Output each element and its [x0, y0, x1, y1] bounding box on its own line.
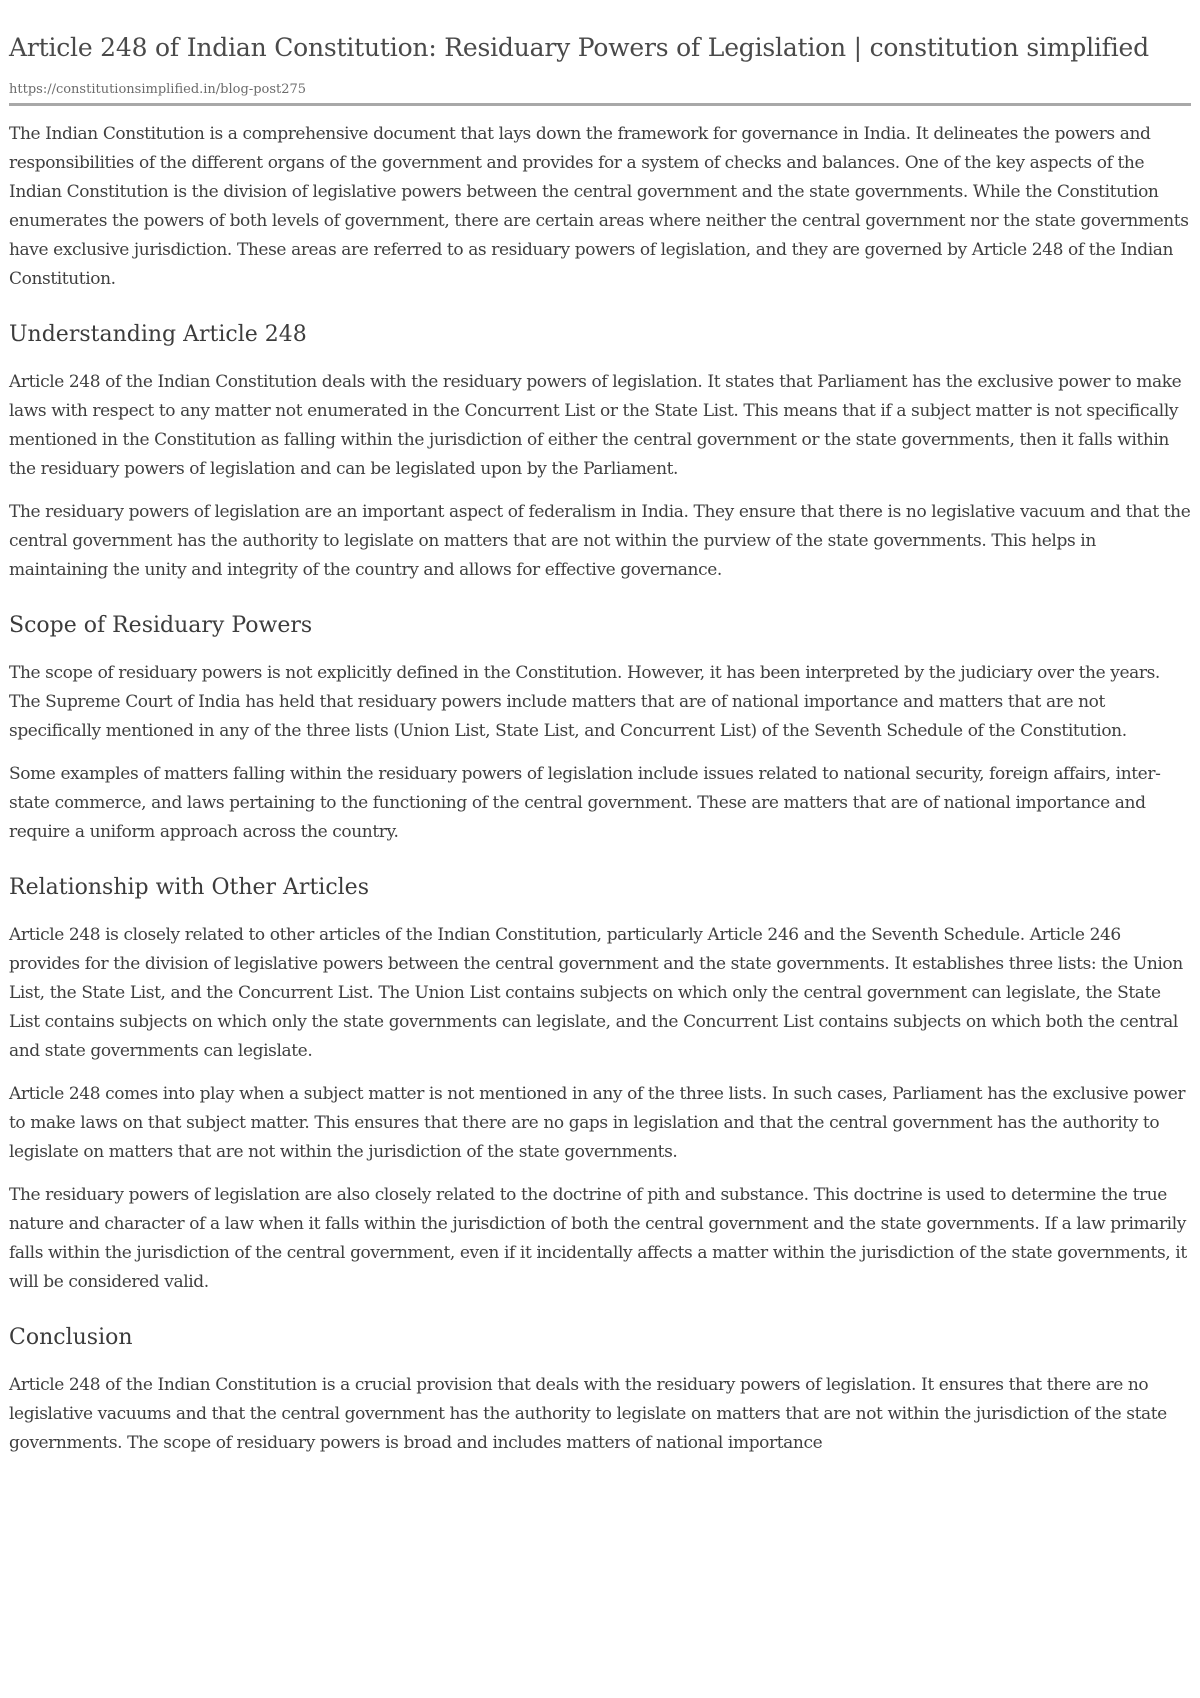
paragraph: Article 248 of the Indian Constitution is a crucial provision that deals with the residuary powers of legislation. It ensures that there are no legislative vacuums and that the central government has the authority to legislate on matters that are not within the jurisdiction of the state governments. The scope of residuary powers is broad and includes matters of national importance — [9, 1375, 1167, 1453]
section-heading-scope: Scope of Residuary Powers — [9, 613, 313, 638]
section-heading-understanding: Understanding Article 248 — [9, 322, 307, 347]
paragraph: Article 248 comes into play when a subject matter is not mentioned in any of the three lists. In such cases, Parliament has the exclusive power to make laws on that subject matter. This ensures that there are no gaps in legislation and that the central government has the authority to legislate on matters that are not within the jurisdiction of the state governments. — [9, 1084, 1186, 1162]
paragraph: The residuary powers of legislation are also closely related to the doctrine of pith and substance. This doctrine is used to determine the true nature and character of a law when it falls within the jurisdiction of both the central government and the state governments. If a law primarily falls within the jurisdiction of the central government, even if it incidentally affects a matter within the jurisdiction of the state governments, it will be considered valid. — [9, 1185, 1187, 1292]
section-heading-conclusion: Conclusion — [9, 1325, 133, 1350]
header-divider — [9, 103, 1191, 106]
source-url: https://constitutionsimplified.in/blog-post275 — [9, 82, 307, 97]
section-heading-relationship: Relationship with Other Articles — [9, 875, 369, 900]
intro-paragraph: The Indian Constitution is a comprehensive document that lays down the framework for governance in India. It delineates the powers and responsibilities of the different organs of the government and provides for a system of checks and balances. One of the key aspects of the Indian Constitution is the division of legislative powers between the central government and the state governments. While the Constitution enumerates the powers of both levels of government, there are certain areas where neither the central government nor the state governments have exclusive jurisdiction. These areas are referred to as residuary powers of legislation, and they are governed by Article 248 of the Indian Constitution. — [9, 124, 1189, 289]
paragraph: The scope of residuary powers is not explicitly defined in the Constitution. However, it has been interpreted by the judiciary over the years. The Supreme Court of India has held that residuary powers include matters that are of national importance and matters that are not specifically mentioned in any of the three lists (Union List, State List, and Concurrent List) of the Seventh Schedule of the Constitution. — [9, 663, 1160, 741]
paragraph: Article 248 of the Indian Constitution deals with the residuary powers of legislation. It states that Parliament has the exclusive power to make laws with respect to any matter not enumerated in the Concurrent List or the State List. This means that if a subject matter is not specifically mentioned in the Constitution as falling within the jurisdiction of either the central government or the state governments, then it falls within the residuary powers of legislation and can be legislated upon by the Parliament. — [9, 372, 1182, 479]
paragraph: Article 248 is closely related to other articles of the Indian Constitution, particularly Article 246 and the Seventh Schedule. Article 246 provides for the division of legislative powers between the central government and the state governments. It establishes three lists: the Union List, the State List, and the Concurrent List. The Union List contains subjects on which only the central government can legislate, the State List contains subjects on which only the state governments can legislate, and the Concurrent List contains subjects on which both the central and state governments can legislate. — [9, 925, 1183, 1061]
page-title: Article 248 of Indian Constitution: Residuary Powers of Legislation | constitution simplified — [9, 33, 1149, 62]
paragraph: The residuary powers of legislation are an important aspect of federalism in India. They ensure that there is no legislative vacuum and that the central government has the authority to legislate on matters that are not within the purview of the state governments. This helps in maintaining the unity and integrity of the country and allows for effective governance. — [9, 502, 1191, 580]
paragraph: Some examples of matters falling within the residuary powers of legislation include issues related to national security, foreign affairs, inter-state commerce, and laws pertaining to the functioning of the central government. These are matters that are of national importance and require a uniform approach across the country. — [9, 764, 1161, 842]
